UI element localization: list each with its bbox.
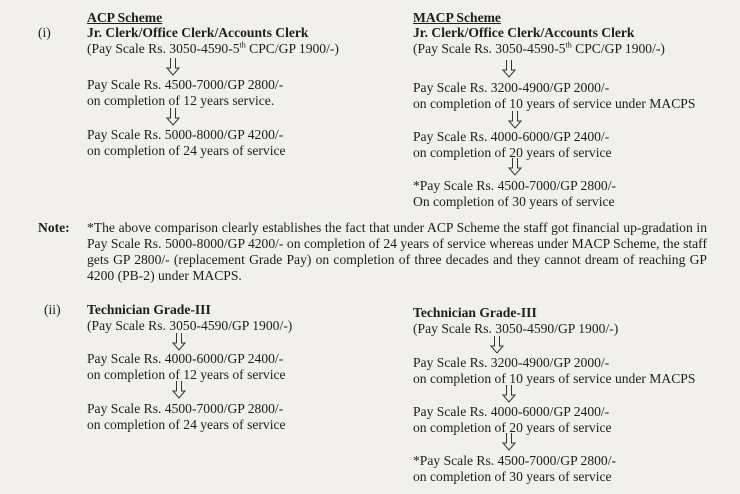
- arrow-down-icon: [508, 111, 522, 129]
- macp-step-2-scale: Pay Scale Rs. 4000-6000/GP 2400/-: [413, 129, 610, 144]
- macp-technician-post-title: Technician Grade-III: [413, 305, 537, 320]
- acp-step-2-scale: Pay Scale Rs. 5000-8000/GP 4200/-: [87, 127, 284, 142]
- acp-step-1-scale: Pay Scale Rs. 4500-7000/GP 2800/-: [87, 77, 284, 92]
- section-1-number: (i): [38, 25, 51, 40]
- arrow-down-icon: [166, 108, 180, 126]
- arrow-down-icon: [172, 381, 186, 399]
- macp-base-pay-scale: (Pay Scale Rs. 3050-4590-5th CPC/GP 1900/-): [413, 40, 665, 56]
- acp-technician-step-2-note: on completion of 24 years of service: [87, 417, 286, 432]
- macp-step-3-scale: *Pay Scale Rs. 4500-7000/GP 2800/-: [413, 178, 617, 193]
- acp-technician-post-title: Technician Grade-III: [87, 302, 211, 317]
- acp-technician-base-pay-scale: (Pay Scale Rs. 3050-4590/GP 1900/-): [87, 318, 293, 333]
- note-label: Note:: [38, 220, 70, 235]
- acp-step-1-note: on completion of 12 years service.: [87, 93, 275, 108]
- macp-step-1-note: on completion of 10 years of service under MACPS: [413, 96, 696, 111]
- arrow-down-icon: [166, 58, 180, 76]
- acp-technician-step-1-scale: Pay Scale Rs. 4000-6000/GP 2400/-: [87, 351, 284, 366]
- acp-base-pay-scale: (Pay Scale Rs. 3050-4590-5th CPC/GP 1900/-): [87, 40, 339, 56]
- macp-technician-step-2-scale: Pay Scale Rs. 4000-6000/GP 2400/-: [413, 404, 610, 419]
- macp-post-title: Jr. Clerk/Office Clerk/Accounts Clerk: [413, 25, 635, 40]
- macp-technician-step-2-note: on completion of 20 years of service: [413, 420, 612, 435]
- macp-step-2-note: on completion of 20 years of service: [413, 145, 612, 160]
- arrow-down-icon: [502, 433, 516, 451]
- acp-technician-step-2-scale: Pay Scale Rs. 4500-7000/GP 2800/-: [87, 401, 284, 416]
- acp-scheme-heading: ACP Scheme: [87, 10, 163, 25]
- macp-technician-step-3-scale: *Pay Scale Rs. 4500-7000/GP 2800/-: [413, 453, 617, 468]
- acp-step-2-note: on completion of 24 years of service: [87, 143, 286, 158]
- macp-technician-base-pay-scale: (Pay Scale Rs. 3050-4590/GP 1900/-): [413, 321, 619, 336]
- macp-technician-step-1-note: on completion of 10 years of service under MACPS: [413, 371, 696, 386]
- macp-technician-step-1-scale: Pay Scale Rs. 3200-4900/GP 2000/-: [413, 355, 610, 370]
- macp-scheme-heading: MACP Scheme: [413, 10, 501, 25]
- arrow-down-icon: [172, 333, 186, 351]
- arrow-down-icon: [502, 385, 516, 403]
- section-2-number: (ii): [44, 302, 61, 317]
- acp-post-title: Jr. Clerk/Office Clerk/Accounts Clerk: [87, 25, 309, 40]
- note-paragraph: *The above comparison clearly establishes the fact that under ACP Scheme the staff got financial up-gradation in Pay Scale Rs. 5000-8000/GP 4200/- on completion of 24 years of service whereas under MACP Scheme, the staff gets GP 2800/- (replacement Grade Pay) on completion of three decades and they cannot dream of reaching GP 4200 (PB-2) under MACPS.: [87, 220, 707, 283]
- arrow-down-icon: [502, 60, 516, 78]
- arrow-down-icon: [490, 336, 504, 354]
- arrow-down-icon: [508, 158, 522, 176]
- macp-step-1-scale: Pay Scale Rs. 3200-4900/GP 2000/-: [413, 80, 610, 95]
- acp-technician-step-1-note: on completion of 12 years of service: [87, 367, 286, 382]
- macp-technician-step-3-note: on completion of 30 years of service: [413, 469, 612, 484]
- macp-step-3-note: On completion of 30 years of service: [413, 194, 615, 209]
